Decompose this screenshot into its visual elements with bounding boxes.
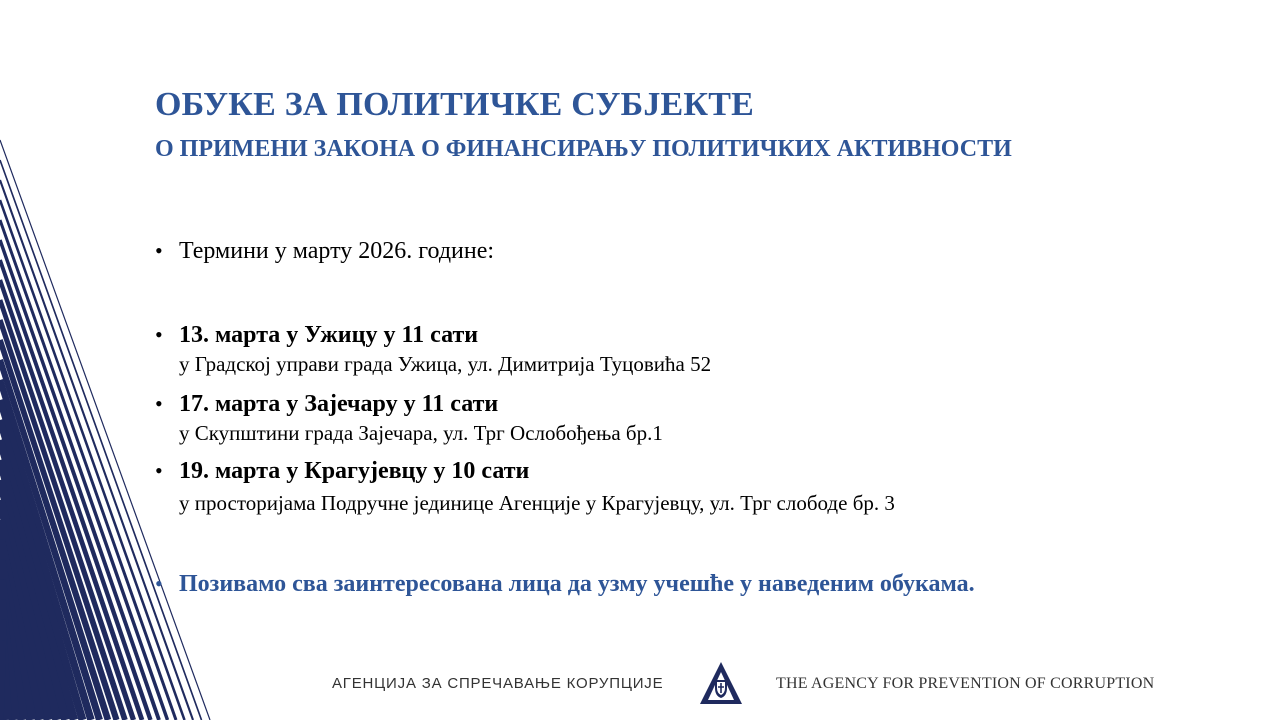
session-title: 19. марта у Крагујевцу у 10 сати — [179, 458, 530, 484]
bullet-icon: • — [155, 238, 163, 263]
session-location: у просторијама Подручне јединице Агенције у Крагујевцу, ул. Трг слободе бр. 3 — [179, 491, 895, 515]
bullet-icon: • — [155, 458, 163, 483]
intro-text: Термини у марту 2026. године: — [179, 238, 495, 264]
invite-text: Позивамо сва заинтересована лица да узму учешће у наведеним обукама. — [179, 571, 975, 597]
session-location: у Скупштини града Зајечара, ул. Трг Ослобођења бр.1 — [179, 421, 663, 445]
session-title: 17. марта у Зајечару у 11 сати — [179, 391, 499, 417]
footer-agency-name-en: THE AGENCY FOR PREVENTION OF CORRUPTION — [776, 675, 1155, 692]
footer-agency-name-sr: АГЕНЦИЈА ЗА СПРЕЧАВАЊЕ КОРУПЦИЈЕ — [332, 675, 664, 692]
agency-emblem-icon — [698, 660, 744, 706]
page-title: ОБУКЕ ЗА ПОЛИТИЧКЕ СУБЈЕКТЕ — [155, 86, 755, 123]
session-location: у Градској управи града Ужица, ул. Димитрија Туцовића 52 — [179, 352, 712, 376]
session-title: 13. марта у Ужицу у 11 сати — [179, 322, 479, 348]
bullet-icon: • — [155, 571, 163, 596]
page-subtitle: О ПРИМЕНИ ЗАКОНА О ФИНАНСИРАЊУ ПОЛИТИЧКИХ АКТИВНОСТИ — [155, 136, 1012, 162]
bullet-icon: • — [155, 322, 163, 347]
bullet-icon: • — [155, 391, 163, 416]
